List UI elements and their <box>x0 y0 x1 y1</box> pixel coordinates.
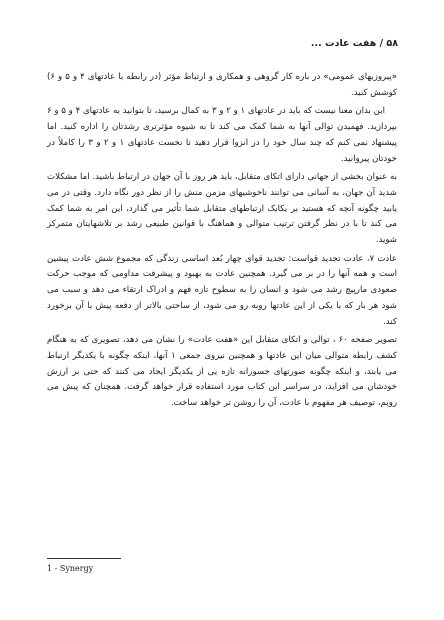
paragraph-3: به عنوان بخشی از جهانی دارای اتکای متقابل، باید هر روز با آن جهان در ارتباط باشید. اما مشکلات شدید آن جهان، به آسانی می توانند ناخوشیهای مزمن منش را از نظر دور نگاه دارد. وقتی در می یابید چگونه آنچه که هستید بر یکایک ارتباطهای متقابل شما تأثیر می گذارد، این امر به شما کمک می کند تا با در نظر گرفتن ترتیب متوالی و هماهنگ با قوانین طبیعی رشد بر تلاشهایتان متمرکز شوید. <box>47 172 397 246</box>
footnote-divider <box>47 558 121 559</box>
page-header: ۵۸ / هفت عادت ... <box>310 38 398 49</box>
paragraph-2: این بدان معنا نیست که باید در عادتهای ۱ و ۲ و ۳ به کمال برسید، تا بتوانید به عادتهای ۴ و ۵ و ۶ بپردازید. فهمیدن توالی آنها به شما کمک می کند تا به شیوه مؤثرتری رشدتان را اداره کنید. اما پیشنهاد نمی کنم که چند سال خود را در انزوا قرار دهید تا نخست عادتهای ۱ و ۲ و ۳ را کاملاً در خودتان پیروانید. <box>47 106 397 164</box>
paragraph-5: تصویر صفحه ۶۰ ، توالی و اتکای متقابل این «هفت عادت» را نشان می دهد، تصویری که به هنگام کشف رابطه متوالی میان این عادتها و همچنین نیروی جمعی ۱ آنها، اینکه چگونه با یکدیگر ارتباط می یابند، و اینکه چگونه صورتهای جسورانه تازه یی از یکدیگر ایجاد می کنند که حتی بر ارزش خودشان می افزاید، در سراسر این کتاب مورد استفاده قرار خواهد گرفت. همچنان که پیش می رویم، توصیف هر مفهوم با عادت، آن را روشن تر خواهد ساخت. <box>47 335 397 409</box>
footnote: 1 - Synergy <box>47 564 94 573</box>
body-text <box>47 70 397 412</box>
paragraph-4: عادت ۷، عادت تجدید قواست: تجدید قوای چهار بُعد اساسی زندگی که مجموع شش عادت پیشین است و همه آنها را در بر می گیرد. همچنین عادت به بهبود و پیشرفت مداومی که موجب حرکت صعودی مارپیچ رشد می شود و انسان را به سطوح تازه فهم و ادراک ارتقاء می دهد و سبب می شود هر بار که با یکی از این عادتها روبه رو می شود، از ساحتی بالاتر از دفعه پیش با آن برخورد کند. <box>47 253 397 327</box>
paragraph-1: «پیروزیهای عمومی» در باره کار گروهی و همکاری و ارتباط مؤثر (در رابطه با عادتهای ۴ و ۵ و ۶) کوشش کنید. <box>47 72 397 98</box>
